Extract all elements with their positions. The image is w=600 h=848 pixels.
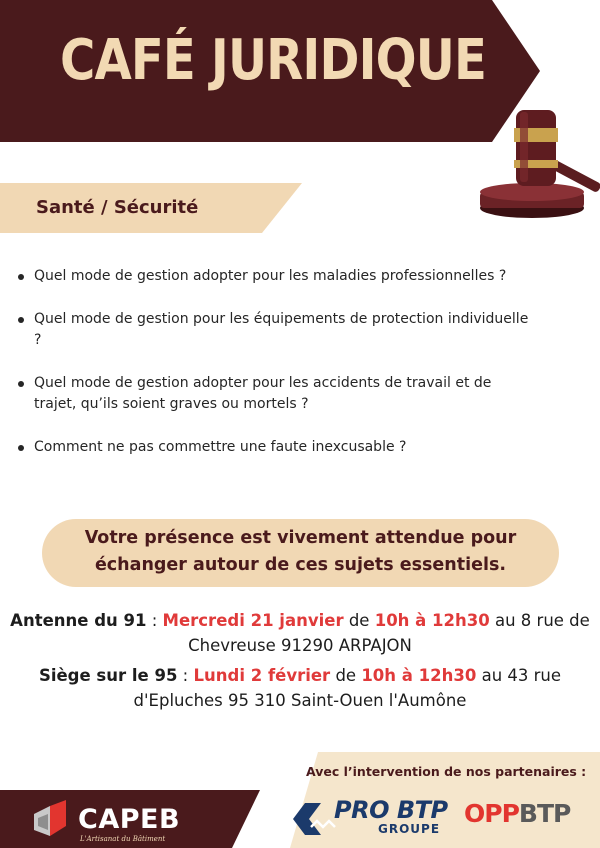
list-item: Quel mode de gestion adopter pour les maladies professionnelles ? [18,266,538,287]
event-separator: : [146,611,163,630]
event-de: de [343,611,375,630]
event-address-a: au 43 rue [476,666,562,685]
event-place: Antenne du 91 [10,611,147,630]
event-time: 10h à 12h30 [374,611,490,630]
event-date: Mercredi 21 janvier [162,611,344,630]
capeb-logo-text: CAPEB [78,804,181,835]
section-label: Santé / Sécurité [36,197,199,218]
callout-text [42,525,559,579]
event-address-b: Chevreuse 91290 ARPAJON [188,636,412,655]
capeb-logo-icon [30,800,76,840]
event-siege-95 [0,663,600,713]
question-list [18,266,538,480]
oppbtp-opp: OPP [464,799,519,828]
list-item: Comment ne pas commettre une faute inexcusable ? [18,437,538,458]
probtp-logo-text: PRO BTP [334,796,448,824]
gavel-icon [462,98,600,220]
event-antenne-91 [0,608,600,658]
event-address-b: d'Epluches 95 310 Saint-Ouen l'Aumône [133,691,467,710]
event-separator: : [177,666,194,685]
page-title: CAFÉ JURIDIQUE [60,28,487,93]
event-de: de [330,666,362,685]
list-item: Quel mode de gestion pour les équipements de protection individuelle ? [18,309,538,351]
probtp-logo-sub: GROUPE [378,822,441,836]
oppbtp-btp: BTP [518,799,571,828]
callout-line: échanger autour de ces sujets essentiels. [94,555,507,575]
list-item: Quel mode de gestion adopter pour les accidents de travail et de trajet, qu’ils soient graves ou mortels ? [18,373,538,415]
event-place: Siège sur le 95 [38,666,178,685]
callout-line: Votre présence est vivement attendue pour [84,528,517,548]
capeb-tagline: L'Artisanat du Bâtiment [80,835,166,843]
event-date: Lundi 2 février [193,666,331,685]
event-address-a: au 8 rue de [489,611,590,630]
oppbtp-logo [464,799,570,828]
event-time: 10h à 12h30 [361,666,477,685]
partners-label: Avec l’intervention de nos partenaires : [306,764,587,779]
